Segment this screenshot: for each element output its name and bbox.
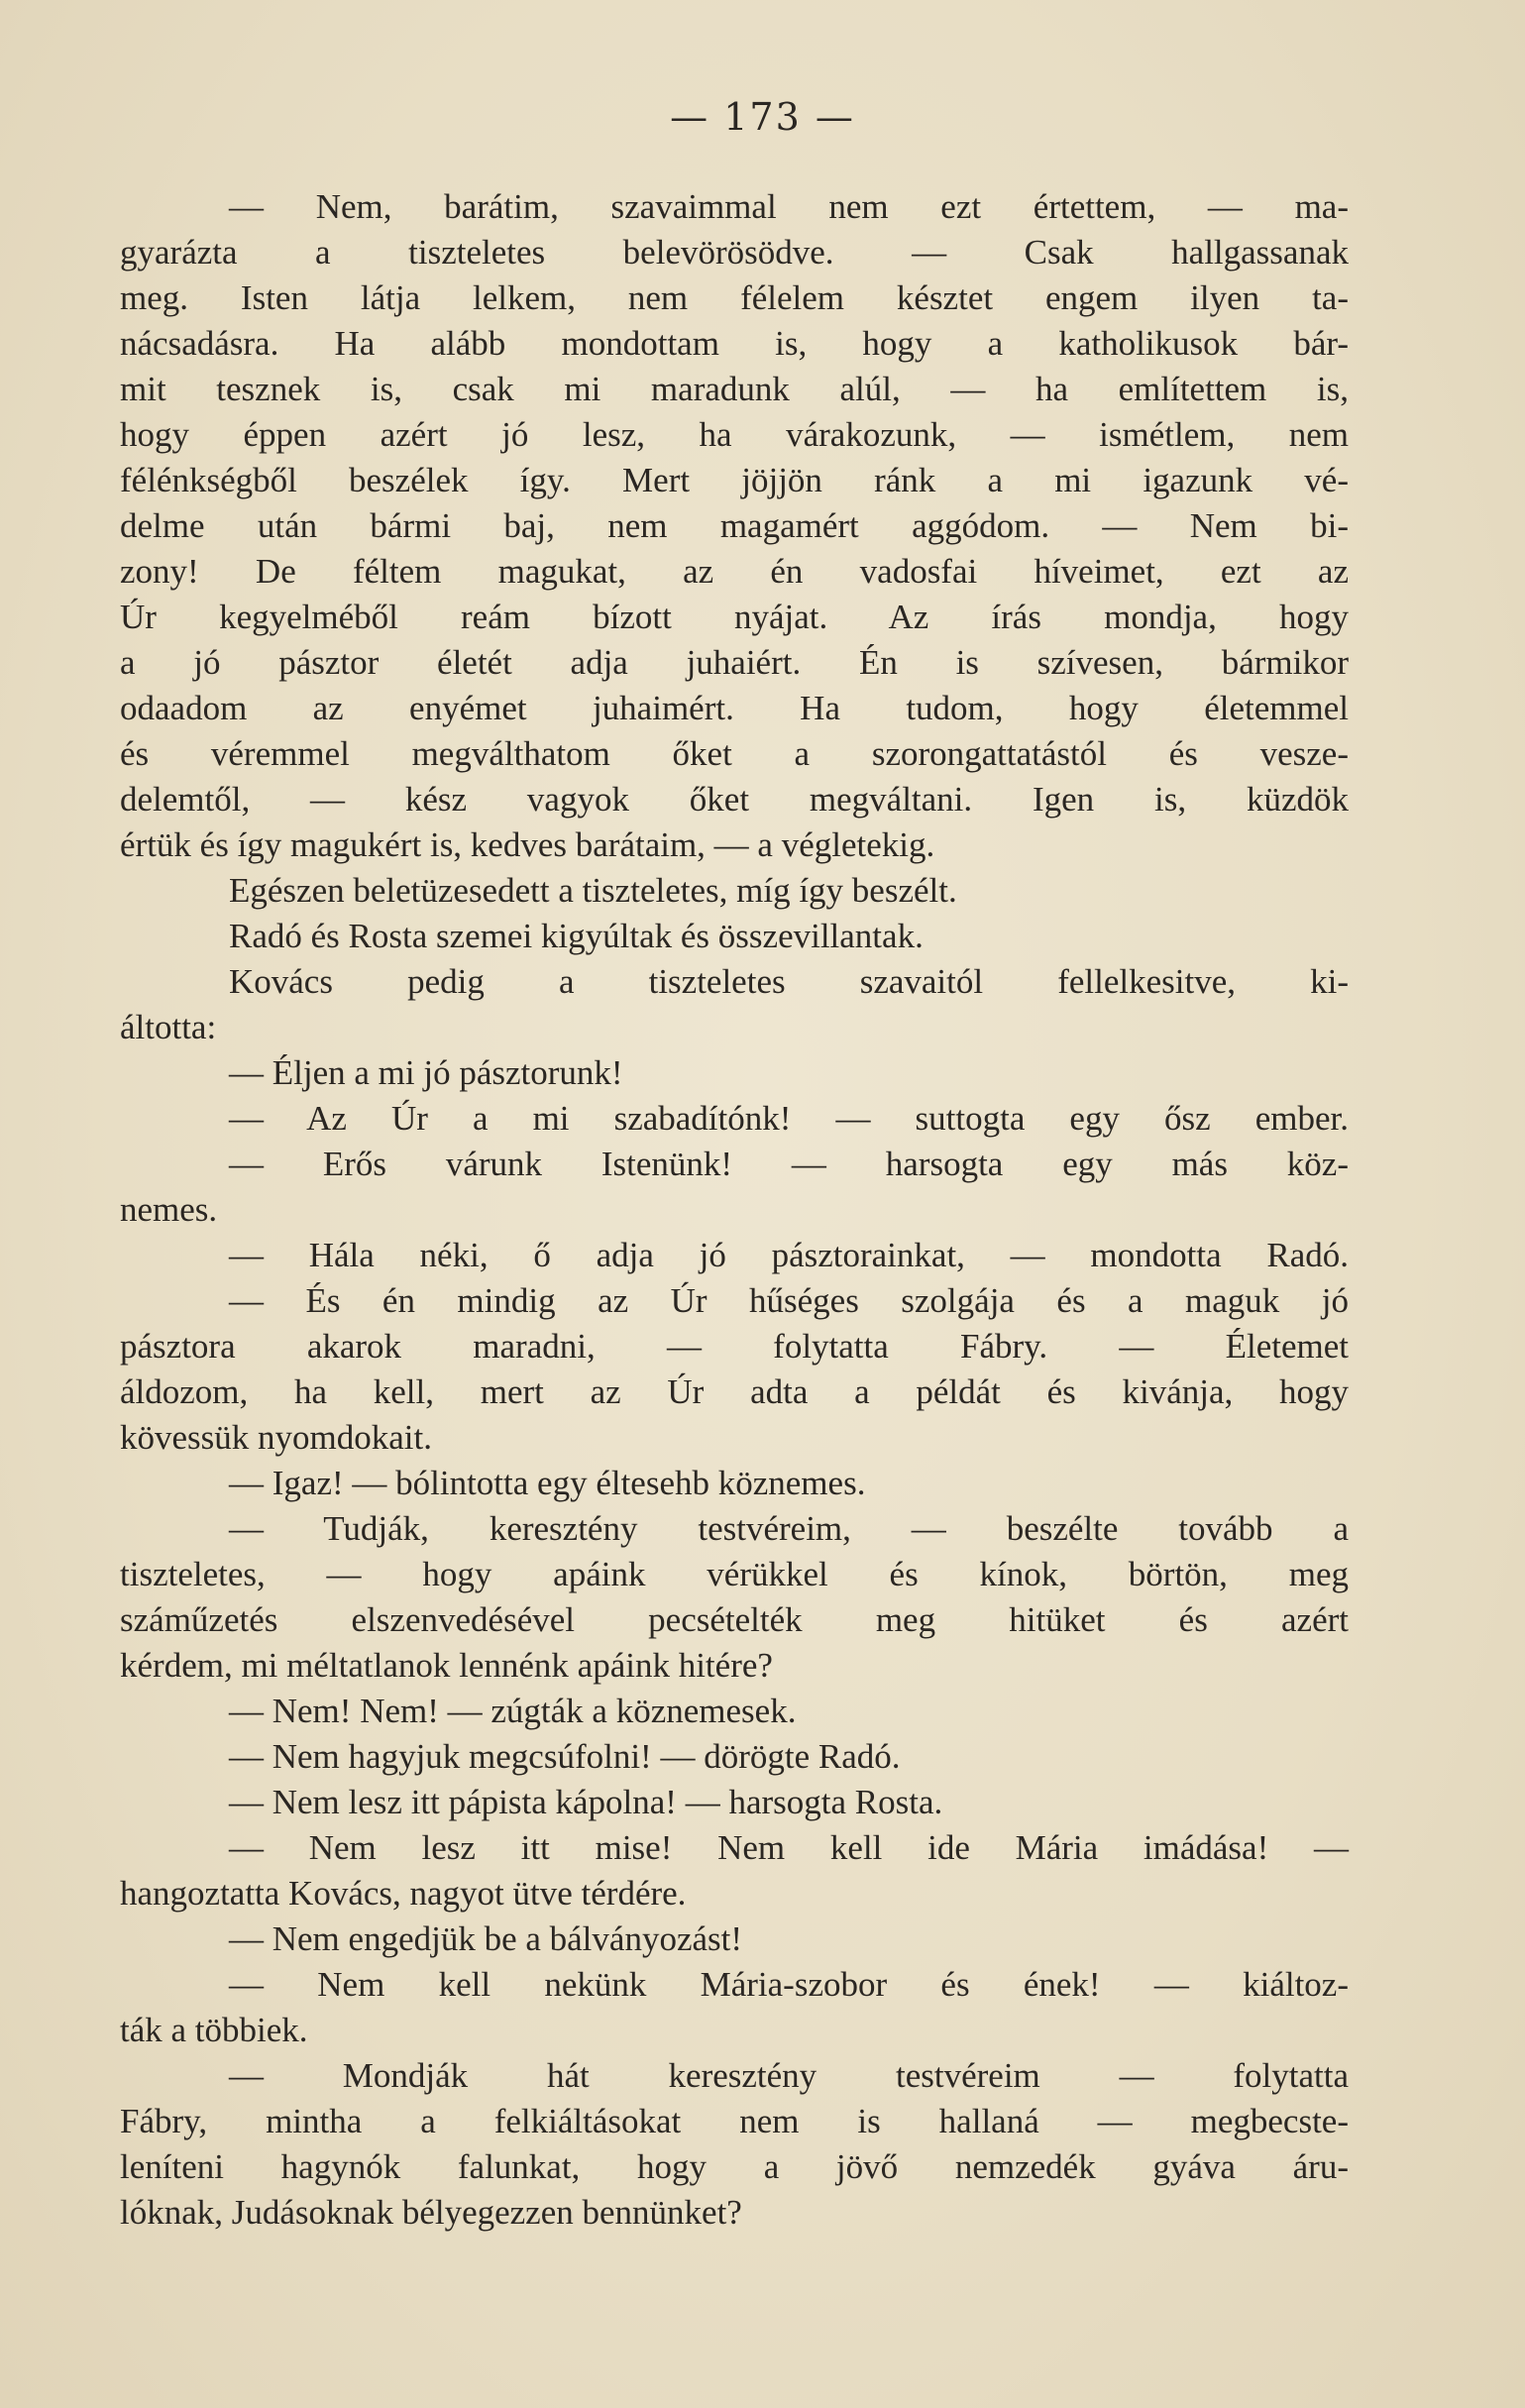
text-line: félénkségből beszélek így. Mert jöjjön ránk a mi igazunk vé- (120, 461, 1349, 499)
text-line: zony! De féltem magukat, az én vadosfai híveimet, ezt az (120, 552, 1349, 591)
text-line: gyarázta a tiszteletes belevörösödve. — Csak hallgassanak (120, 233, 1349, 272)
text-line: kövessük nyomdokait. (120, 1418, 432, 1457)
text-line: a jó pásztor életét adja juhaiért. Én is szívesen, bármikor (120, 643, 1349, 682)
text-line: — És én mindig az Úr hűséges szolgája és a maguk jó (229, 1281, 1349, 1320)
text-line: Fábry, mintha a felkiáltásokat nem is hallaná — megbecste- (120, 2102, 1349, 2140)
text-line: Úr kegyelméből reám bízott nyájat. Az írás mondja, hogy (120, 598, 1349, 636)
text-line: áltotta: (120, 1008, 217, 1046)
text-line: delme után bármi baj, nem magamért aggódom. — Nem bi- (120, 506, 1349, 545)
text-line: tiszteletes, — hogy apáink vérükkel és kínok, börtön, meg (120, 1555, 1349, 1593)
text-line: — Az Úr a mi szabadítónk! — suttogta egy ősz ember. (229, 1099, 1349, 1138)
text-line: — Nem! Nem! — zúgták a köznemesek. (229, 1692, 797, 1730)
text-line: nácsadásra. Ha alább mondottam is, hogy a katholikusok bár- (120, 324, 1349, 363)
text-line: — Hála néki, ő adja jó pásztorainkat, — mondotta Radó. (229, 1236, 1349, 1274)
text-line: értük és így magukért is, kedves barátaim, — a végletekig. (120, 825, 935, 864)
text-line: delemtől, — kész vagyok őket megváltani. Igen is, küzdök (120, 780, 1349, 819)
text-line: lóknak, Judásoknak bélyegezzen bennünket? (120, 2193, 742, 2232)
text-line: — Nem kell nekünk Mária-szobor és ének! — kiáltoz- (229, 1965, 1349, 2004)
text-line: hangoztatta Kovács, nagyot ütve térdére. (120, 1874, 687, 1913)
text-line: — Nem lesz itt mise! Nem kell ide Mária imádása! — (229, 1828, 1349, 1867)
text-line: pásztora akarok maradni, — folytatta Fábry. — Életemet (120, 1327, 1349, 1366)
text-line: áldozom, ha kell, mert az Úr adta a példát és kivánja, hogy (120, 1372, 1349, 1411)
text-line: mit tesznek is, csak mi maradunk alúl, — ha említettem is, (120, 370, 1349, 408)
text-line: — Éljen a mi jó pásztorunk! (229, 1053, 623, 1092)
text-line: — Tudják, keresztény testvéreim, — beszélte tovább a (229, 1509, 1349, 1548)
text-line: Radó és Rosta szemei kigyúltak és összevillantak. (229, 917, 924, 955)
text-line: — Nem lesz itt pápista kápolna! — harsogta Rosta. (229, 1783, 943, 1821)
text-line: ták a többiek. (120, 2011, 308, 2049)
text-line: Kovács pedig a tiszteletes szavaitól fellelkesitve, ki- (229, 962, 1349, 1001)
text-line: — Igaz! — bólintotta egy éltesehb köznemes. (229, 1464, 866, 1502)
text-line: kérdem, mi méltatlanok lennénk apáink hitére? (120, 1646, 773, 1685)
text-line: Egészen beletüzesedett a tiszteletes, míg így beszélt. (229, 871, 957, 910)
text-line: hogy éppen azért jó lesz, ha várakozunk, — ismétlem, nem (120, 415, 1349, 454)
page-number: — 173 — (670, 95, 855, 139)
text-line: száműzetés elszenvedésével pecsételték meg hitüket és azért (120, 1600, 1349, 1639)
text-line: — Nem engedjük be a bálványozást! (229, 1919, 743, 1958)
text-line: és véremmel megválthatom őket a szorongattatástól és vesze- (120, 734, 1349, 773)
text-line: — Mondják hát keresztény testvéreim — folytatta (229, 2056, 1349, 2095)
text-line: — Nem hagyjuk megcsúfolni! — dörögte Radó. (229, 1737, 901, 1776)
text-line: — Nem, barátim, szavaimmal nem ezt értettem, — ma- (229, 187, 1349, 226)
text-line: leníteni hagynók falunkat, hogy a jövő nemzedék gyáva áru- (120, 2147, 1349, 2186)
text-line: meg. Isten látja lelkem, nem félelem késztet engem ilyen ta- (120, 278, 1349, 317)
text-line: odaadom az enyémet juhaimért. Ha tudom, hogy életemmel (120, 689, 1349, 727)
text-line: nemes. (120, 1190, 218, 1229)
body-text (120, 184, 1349, 2236)
text-line: — Erős várunk Istenünk! — harsogta egy más köz- (229, 1145, 1349, 1183)
